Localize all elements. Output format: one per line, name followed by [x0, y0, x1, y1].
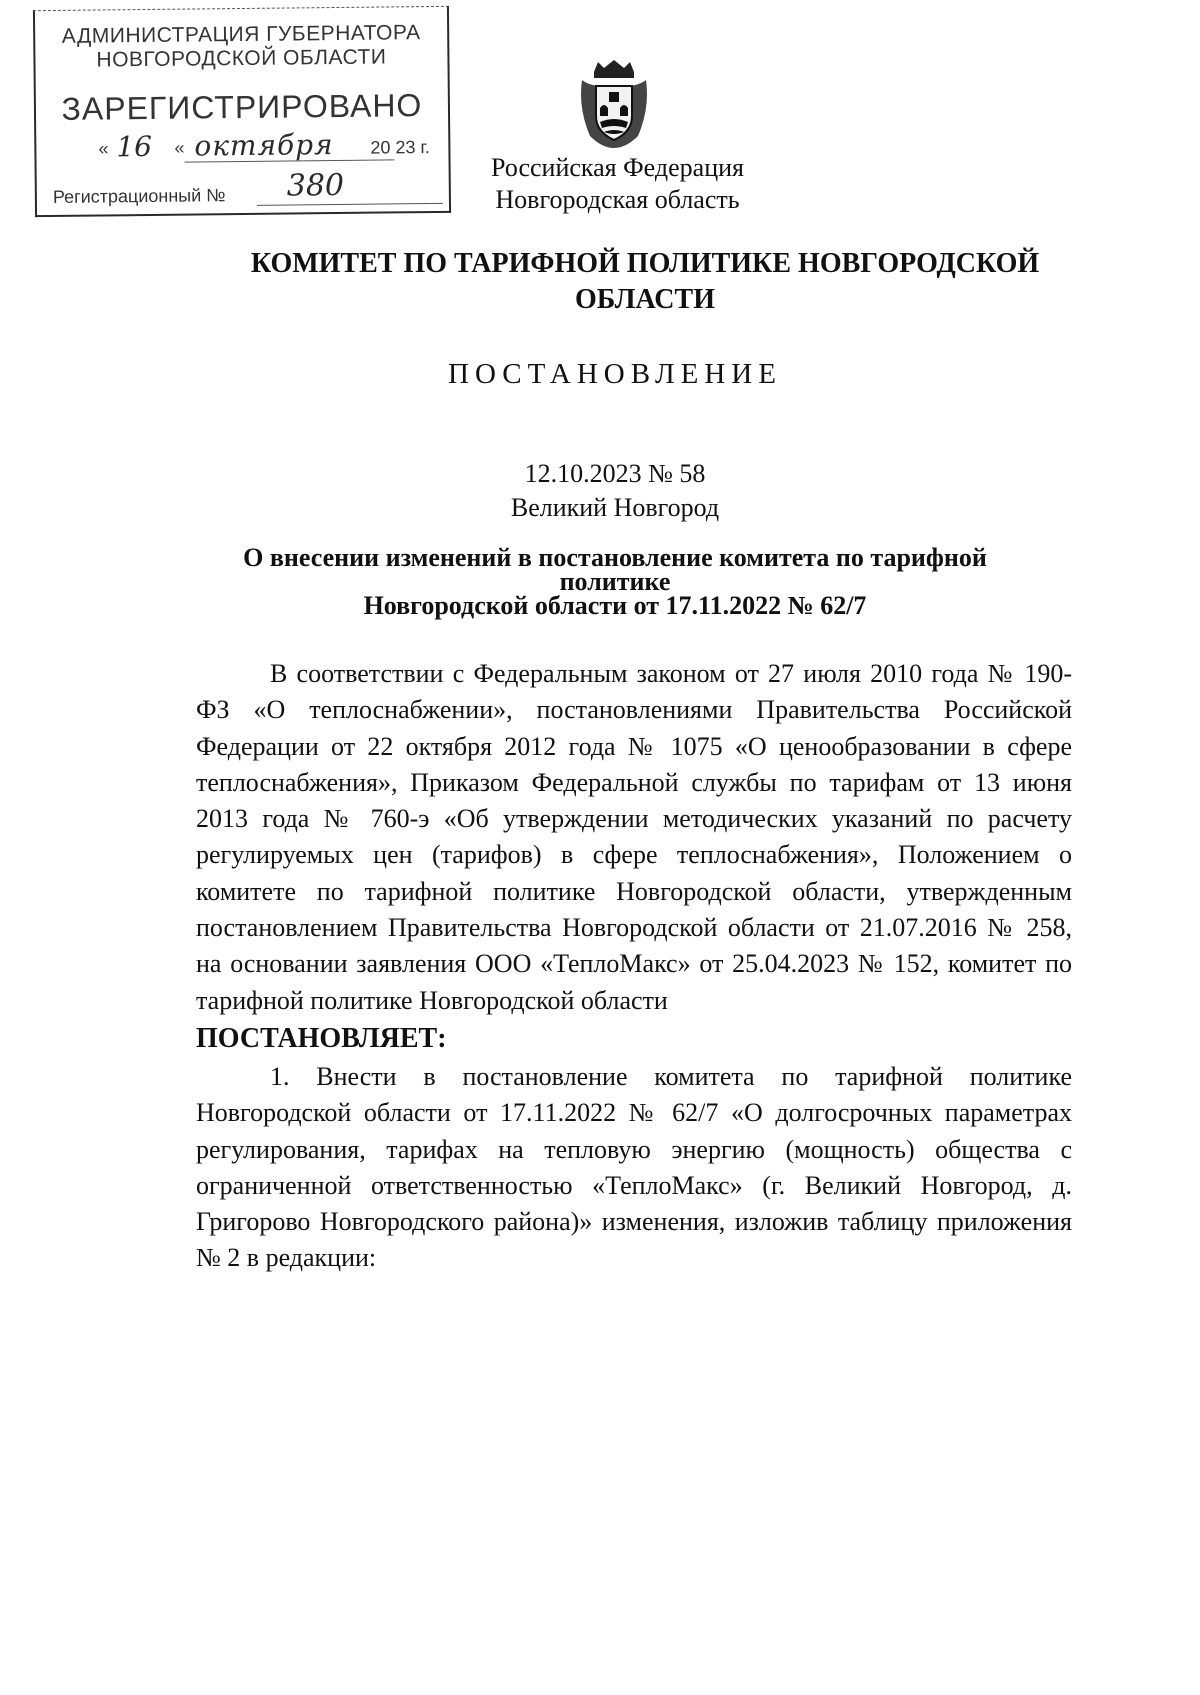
stamp-year: 20 23 г.	[370, 137, 430, 158]
document-number-block	[430, 457, 800, 525]
stamp-organization	[35, 21, 447, 73]
region-name: Новгородская область	[495, 185, 740, 214]
stamp-registered-label: ЗАРЕГИСТРИРОВАНО	[61, 87, 423, 127]
body-resolves-heading: ПОСТАНОВЛЯЕТ:	[196, 1022, 447, 1054]
stamp-date	[64, 128, 434, 171]
country-name: Российская Федерация	[491, 153, 744, 182]
document-subject-line1: О внесении изменений в постановление комитета по тарифной политике	[243, 543, 987, 596]
body-item-1: 1. Внести в постановление комитета по тарифной политике Новгородской области от 17.11.2022 № 62/7 «О долгосрочных параметрах регулирования, тарифах на тепловую энергию (мощность) общества с ограниченной ответственностью «ТеплоМакс» (г. Великий Новгород, д. Григорово Новгородского района)» изменения, изложив таблицу приложения № 2 в редакции:	[196, 1061, 1072, 1273]
document-subject	[190, 543, 1040, 620]
stamp-regno-label: Регистрационный №	[52, 185, 226, 207]
committee-title	[230, 246, 1060, 318]
document-city: Великий Новгород	[510, 493, 720, 522]
stamp-regno-value: 380	[286, 167, 345, 204]
country-region-header	[420, 152, 815, 216]
document-subject-line2: Новгородской области от 17.11.2022 № 62/7	[363, 591, 867, 620]
stamp-quote: «	[174, 137, 185, 158]
stamp-org-line1: АДМИНИСТРАЦИЯ ГУБЕРНАТОРА	[61, 21, 421, 48]
body-preamble: В соответствии с Федеральным законом от 27 июля 2010 года № 190-ФЗ «О теплоснабжении», постановлениями Правительства Российской Федерации от 22 октября 2012 года № 1075 «О ценообразовании в сфере теплоснабжения», Приказом Федеральной службы по тарифам от 13 июня 2013 года № 760-э «Об утверждении методических указаний по расчету регулируемых цен (тарифов) в сфере теплоснабжения», Положением о комитете по тарифной политике Новгородской области, утвержденным постановлением Правительства Новгородской области от 21.07.2016 № 258, на основании заявления ООО «ТеплоМакс» от 25.04.2023 № 152, комитет по тарифной политике Новгородской области	[196, 659, 1072, 1015]
document-body	[196, 656, 1072, 1277]
document-type: ПОСТАНОВЛЕНИЕ	[448, 358, 782, 390]
stamp-month: октября	[194, 128, 334, 163]
stamp-regno-underline	[257, 203, 443, 206]
novgorod-coat-of-arms-icon	[576, 58, 652, 150]
committee-title-line1: КОМИТЕТ ПО ТАРИФНОЙ ПОЛИТИКЕ НОВГОРОДСКОЙ	[250, 248, 1040, 279]
registration-stamp	[33, 6, 451, 217]
stamp-day: 16	[116, 129, 153, 164]
document-date-number: 12.10.2023 № 58	[524, 459, 706, 488]
stamp-org-line2: НОВГОРОДСКОЙ ОБЛАСТИ	[96, 45, 387, 72]
committee-title-line2: ОБЛАСТИ	[575, 284, 715, 315]
stamp-quote: «	[98, 138, 109, 159]
